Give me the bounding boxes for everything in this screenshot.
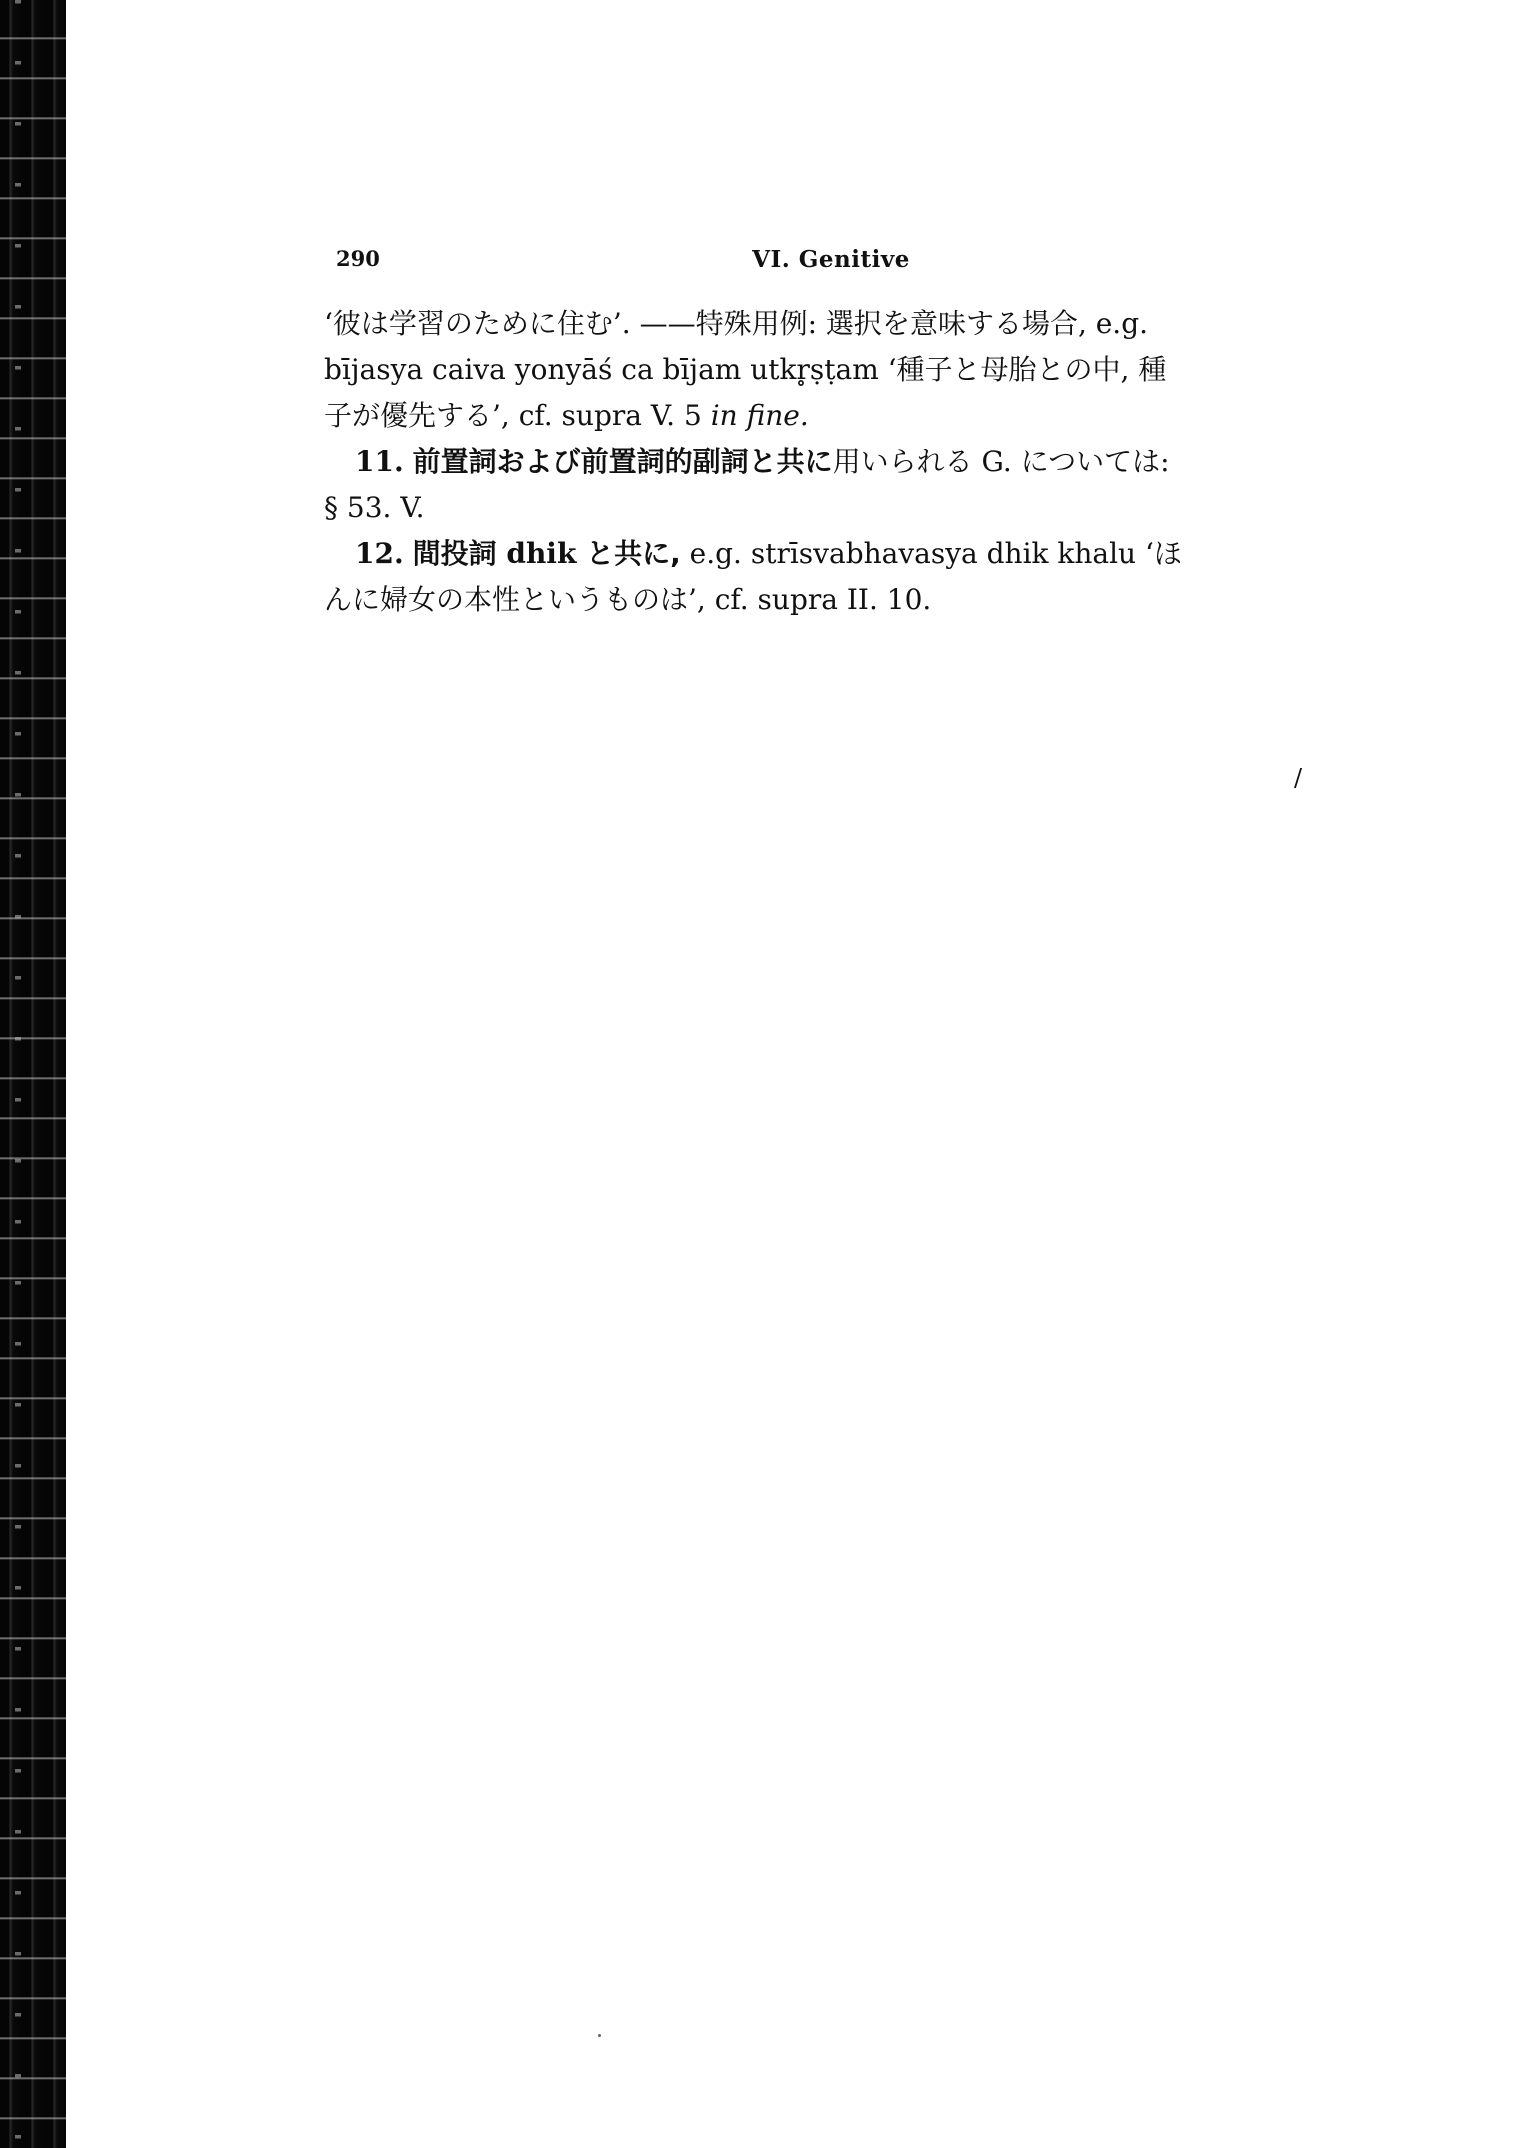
page-number: 290: [336, 246, 380, 271]
paragraph-1-line-1: ‘彼は学習のために住む’. ——特殊用例: 選択を意味する場合, e.g.: [324, 307, 1149, 340]
section-11-reference: § 53. V.: [324, 491, 425, 524]
section-11-heading: 前置詞および前置詞的副詞と共に: [412, 445, 833, 478]
section-11-number: 11.: [355, 445, 404, 478]
paragraph-1-line-3-italic: in fine.: [710, 399, 809, 432]
paragraph-1-line-3-prefix: 子が優先する’, cf. supra V. 5: [324, 399, 711, 432]
section-12-heading-word: dhik: [506, 537, 577, 570]
paragraph-continuation: [324, 301, 1328, 439]
paragraph-1-line-2: bījasya caiva yonyāś ca bījam utkr̥ṣṭam ‘種子と母胎との中, 種: [324, 353, 1167, 386]
section-12-text: e.g. strīsvabhavasya dhik khalu ‘ほ: [680, 537, 1182, 570]
page-header: [336, 246, 1326, 282]
section-12: [324, 531, 1328, 623]
section-12-number: 12.: [355, 537, 404, 570]
section-12-heading-suffix: と共に,: [576, 537, 681, 570]
section-12-heading-prefix: 間投詞: [412, 537, 507, 570]
section-12-line-2: んに婦女の本性というものは’, cf. supra II. 10.: [324, 583, 932, 616]
section-11-text: 用いられる G. については:: [832, 445, 1170, 478]
body-text: [324, 301, 1328, 623]
margin-mark: /: [1294, 764, 1303, 792]
section-11: [324, 439, 1328, 531]
running-head: VI. Genitive: [752, 246, 910, 273]
scan-dot: [598, 2034, 601, 2037]
